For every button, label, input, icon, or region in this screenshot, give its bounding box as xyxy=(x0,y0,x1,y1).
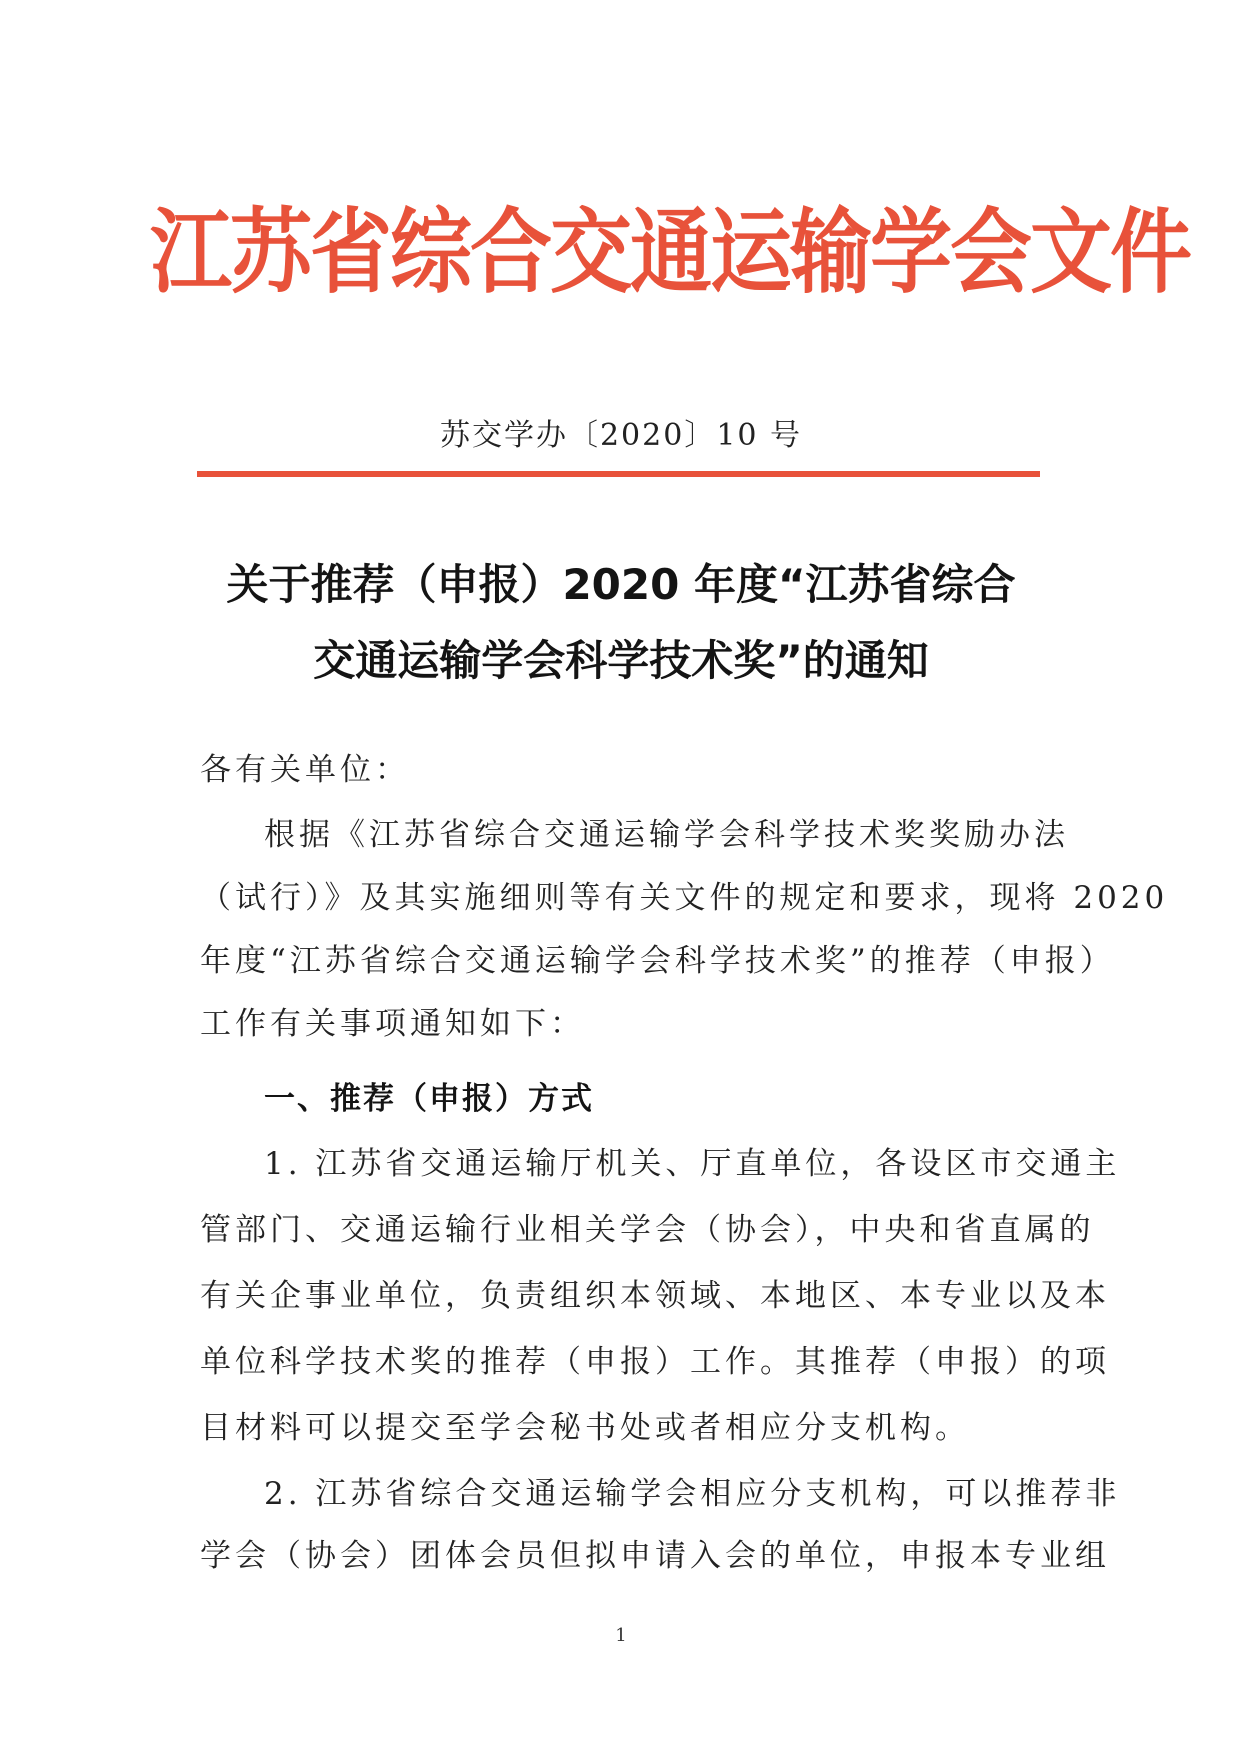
salutation: 各有关单位： xyxy=(200,752,410,788)
intro-line-1: 根据《江苏省综合交通运输学会科学技术奖奖励办法 xyxy=(264,817,1069,853)
item1-line-3: 有关企事业单位，负责组织本领域、本地区、本专业以及本 xyxy=(200,1278,1110,1314)
intro-line-4: 工作有关事项通知如下： xyxy=(200,1006,585,1042)
item1-line-1: 1. 江苏省交通运输厅机关、厅直单位，各设区市交通主 xyxy=(264,1146,1121,1182)
org-red-header: 江苏省综合交通运输学会文件 xyxy=(150,200,1191,307)
item1-line-4: 单位科学技术奖的推荐（申报）工作。其推荐（申报）的项 xyxy=(200,1344,1110,1380)
page-number: 1 xyxy=(615,1625,627,1646)
notice-title-line-1: 关于推荐（申报）2020 年度“江苏省综合 xyxy=(226,560,1016,609)
red-divider-line xyxy=(197,471,1040,477)
item1-line-5: 目材料可以提交至学会秘书处或者相应分支机构。 xyxy=(200,1410,970,1446)
section-heading-1: 一、推荐（申报）方式 xyxy=(264,1081,594,1117)
item2-line-1: 2. 江苏省综合交通运输学会相应分支机构，可以推荐非 xyxy=(264,1476,1121,1512)
document-number: 苏交学办〔2020〕10 号 xyxy=(439,418,803,453)
notice-title xyxy=(150,547,1092,699)
notice-title-line-2: 交通运输学会科学技术奖”的通知 xyxy=(313,636,929,685)
intro-line-2: （试行）》及其实施细则等有关文件的规定和要求，现将 2020 xyxy=(200,880,1169,916)
item2-line-2: 学会（协会）团体会员但拟申请入会的单位，申报本专业组 xyxy=(200,1538,1110,1574)
item1-line-2: 管部门、交通运输行业相关学会（协会），中央和省直属的 xyxy=(200,1212,1095,1248)
intro-line-3: 年度“江苏省综合交通运输学会科学技术奖”的推荐（申报） xyxy=(200,943,1115,979)
